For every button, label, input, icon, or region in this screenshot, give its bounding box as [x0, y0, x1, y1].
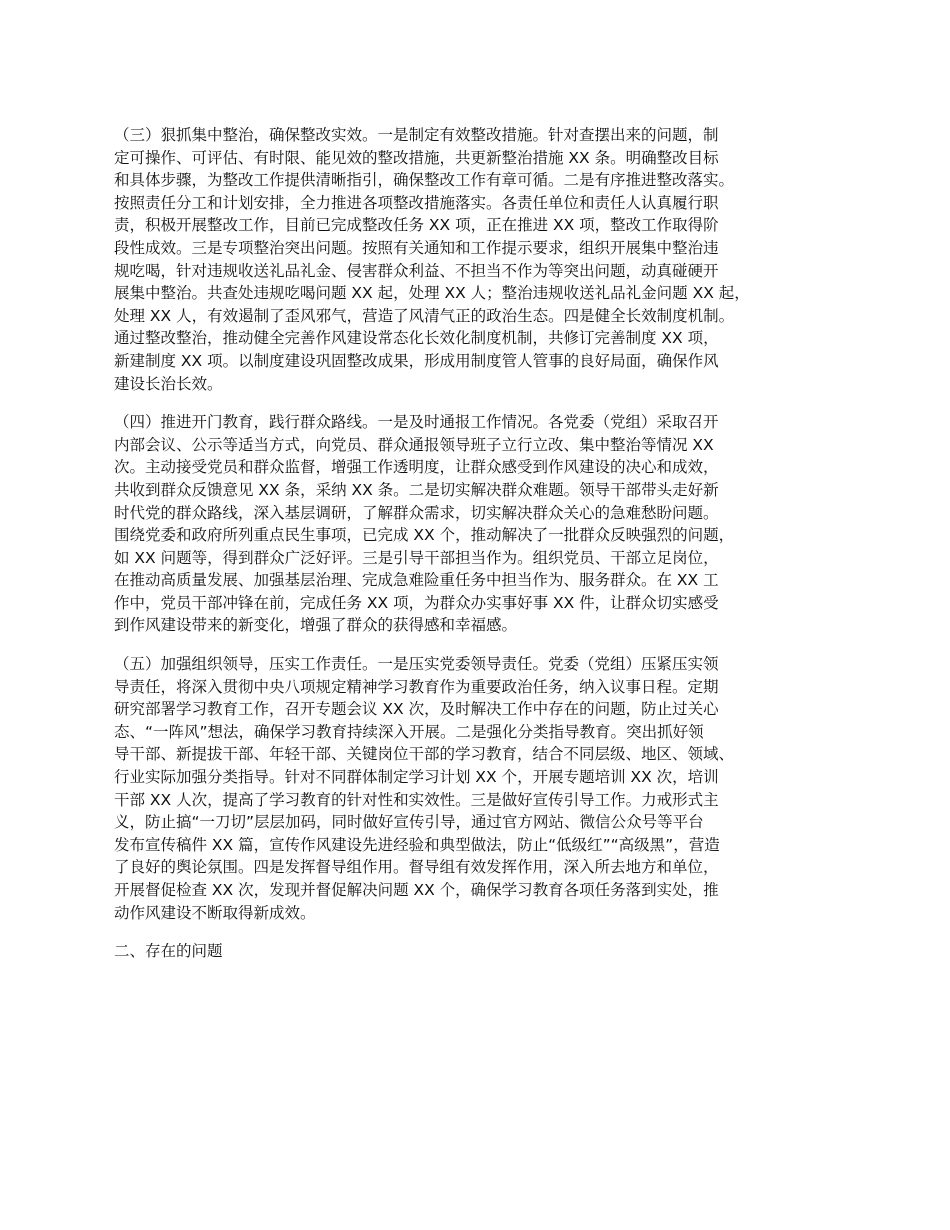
text-line: 围绕党委和政府所列重点民生事项，已完成 XX 个，推动解决了一批群众反映强烈的问题， — [114, 526, 735, 545]
text-line: 干部 XX 人次，提高了学习教育的针对性和实效性。三是做好宣传引导工作。力戒形式主 — [114, 790, 719, 809]
text-line: 到作风建设带来的新变化，增强了群众的获得感和幸福感。 — [114, 616, 518, 635]
text-line: 行业实际加强分类指导。针对不同群体制定学习计划 XX 个，开展专题培训 XX 次，培训 — [114, 768, 719, 787]
text-line: 研究部署学习教育工作，召开专题会议 XX 次，及时解决工作中存在的问题，防止过关心 — [114, 700, 719, 719]
text-line: 在推动高质量发展、加强基层治理、完成急难险重任务中担当作为、服务群众。在 XX 工 — [114, 571, 719, 590]
text-line: 动作风建设不断取得新成效。 — [114, 903, 316, 922]
text-line: 内部会议、公示等适当方式，向党员、群众通报领导班子立行立改、集中整治等情况 XX — [114, 435, 714, 454]
paragraph-section-5 — [114, 653, 850, 924]
text-line: 和具体步骤，为整改工作提供清晰指引，确保整改工作有章可循。二是有序推进整改落实。 — [114, 171, 735, 190]
section-heading — [114, 940, 850, 963]
text-line: 按照责任分工和计划安排，全力推进各项整改措施落实。各责任单位和责任人认真履行职 — [114, 193, 719, 212]
text-line: 开展督促检查 XX 次，发现并督促解决问题 XX 个，确保学习教育各项任务落到实处，推 — [114, 881, 719, 899]
text-line: 责，积极开展整改工作，目前已完成整改任务 XX 项，正在推进 XX 项，整改工作取得阶 — [114, 216, 719, 235]
text-line: 段性成效。三是专项整治突出问题。按照有关通知和工作提示要求，组织开展集中整治违 — [114, 238, 719, 257]
text-line: 如 XX 问题等，得到群众广泛好评。三是引导干部担当作为。组织党员、干部立足岗位， — [114, 548, 719, 567]
text-line: 态、“一阵风”想法，确保学习教育持续深入开展。二是强化分类指导教育。突出抓好领 — [114, 722, 704, 741]
text-line: 作中，党员干部冲锋在前，完成任务 XX 项，为群众办实事好事 XX 件，让群众切实感受 — [114, 593, 719, 612]
document-body — [114, 124, 850, 979]
text-line: 新建制度 XX 项。以制度建设巩固整改成果，形成用制度管人管事的良好局面，确保作风 — [114, 351, 719, 370]
text-line: 通过整改整治，推动健全完善作风建设常态化长效化制度机制，共修订完善制度 XX 项， — [114, 329, 719, 348]
text-line: 时代党的群众路线，深入基层调研，了解群众需求，切实解决群众关心的急难愁盼问题。 — [114, 503, 719, 522]
text-line: （三）狠抓集中整治，确保整改实效。一是制定有效整改措施。针对查摆出来的问题，制 — [114, 126, 719, 144]
text-line: 了良好的舆论氛围。四是发挥督导组作用。督导组有效发挥作用，深入所去地方和单位， — [114, 858, 719, 877]
heading-text: 二、存在的问题 — [114, 942, 223, 961]
text-line: 次。主动接受党员和群众监督，增强工作透明度，让群众感受到作风建设的决心和成效， — [114, 458, 719, 477]
text-line: 定可操作、可评估、有时限、能见效的整改措施，共更新整治措施 XX 条。明确整改目标 — [114, 148, 719, 167]
text-line: 共收到群众反馈意见 XX 条，采纳 XX 条。二是切实解决群众难题。领导干部带头走好新 — [114, 480, 719, 499]
text-line: 展集中整治。共查处违规吃喝问题 XX 起，处理 XX 人；整治违规收送礼品礼金问题 XX 起， — [114, 284, 750, 303]
text-line: 发布宣传稿件 XX 篇，宣传作风建设先进经验和典型做法，防止“低级红”“高级黑”，营造 — [114, 835, 720, 854]
text-line: 导责任，将深入贯彻中央八项规定精神学习教育作为重要政治任务，纳入议事日程。定期 — [114, 677, 719, 696]
text-line: （四）推进开门教育，践行群众路线。一是及时通报工作情况。各党委（党组）采取召开 — [114, 413, 719, 432]
text-line: 建设长治长效。 — [114, 374, 223, 393]
paragraph-section-3 — [114, 124, 850, 395]
text-line: 规吃喝，针对违规收送礼品礼金、侵害群众利益、不担当不作为等突出问题，动真碰硬开 — [114, 261, 719, 280]
text-line: 导干部、新提拔干部、年轻干部、关键岗位干部的学习教育，结合不同层级、地区、领域、 — [114, 745, 735, 764]
text-line: 义，防止搞“一刀切”层层加码，同时做好宣传引导，通过官方网站、微信公众号等平台 — [114, 813, 704, 832]
text-line: 处理 XX 人，有效遏制了歪风邪气，营造了风清气正的政治生态。四是健全长效制度机制。 — [114, 306, 735, 325]
paragraph-section-4 — [114, 411, 850, 637]
text-line: （五）加强组织领导，压实工作责任。一是压实党委领导责任。党委（党组）压紧压实领 — [114, 655, 719, 674]
